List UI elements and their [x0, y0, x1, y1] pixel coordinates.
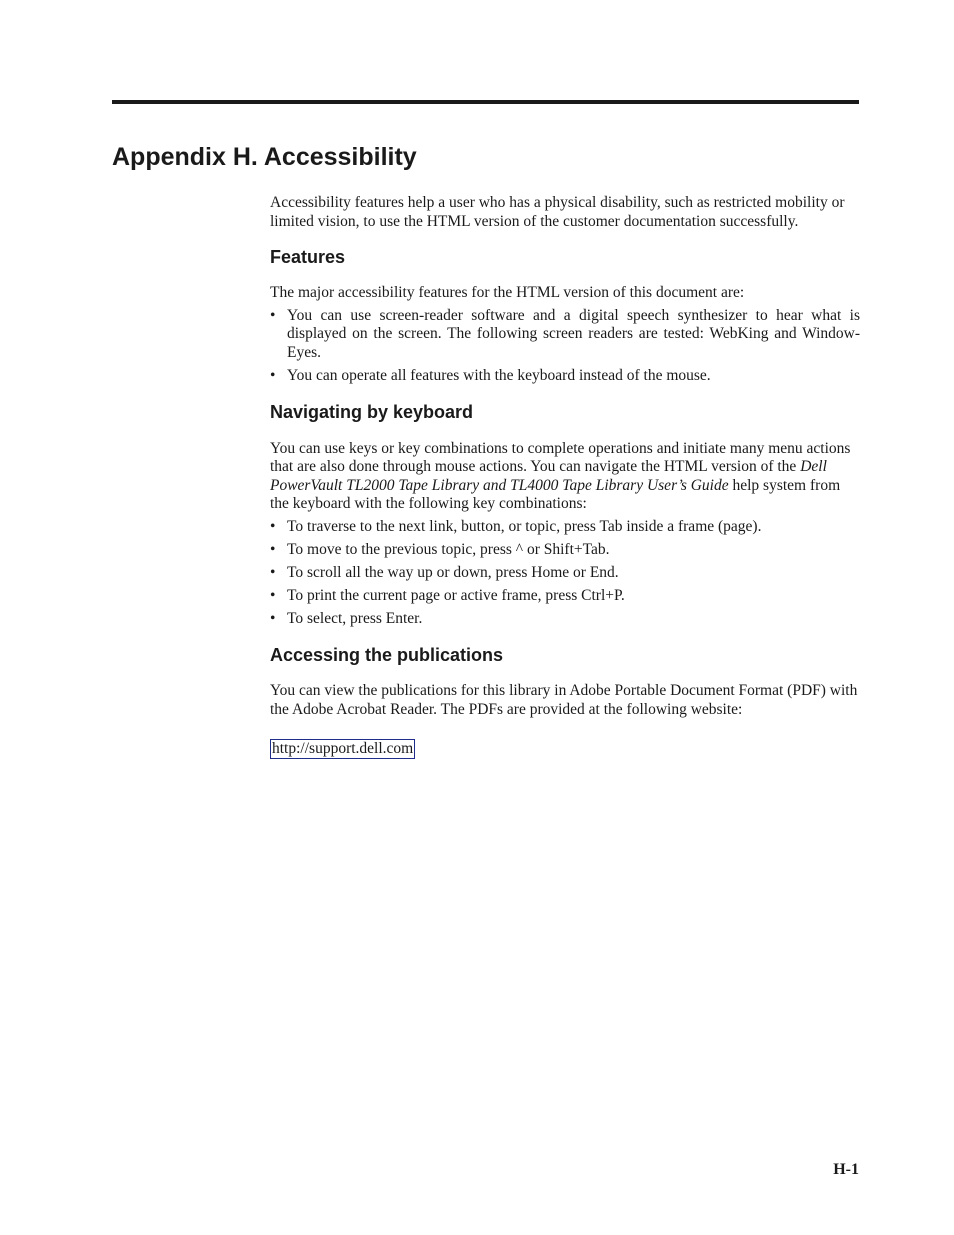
list-item-text: You can operate all features with the keyboard instead of the mouse. — [287, 367, 711, 385]
navigating-lead-text-end: help system from the keyboard with the following key combinations: — [270, 476, 841, 513]
list-item-text: To select, press Enter. — [287, 610, 423, 628]
list-item — [270, 564, 860, 583]
list-item — [270, 541, 860, 560]
navigating-lead — [270, 440, 860, 514]
list-item — [270, 367, 860, 386]
navigating-lead-text: You can use keys or key combinations to complete operations and initiate many menu actions that are also done through mouse actions. You can navigate the HTML version of the — [270, 439, 851, 476]
list-item-text: To move to the previous topic, press ^ or Shift+Tab. — [287, 541, 610, 559]
key-combinations-list — [270, 518, 860, 629]
bullet-icon: • — [270, 587, 276, 605]
list-item — [270, 518, 860, 537]
bullet-icon: • — [270, 541, 276, 559]
features-lead: The major accessibility features for the HTML version of this document are: — [270, 284, 745, 302]
page-number: H-1 — [833, 1161, 859, 1178]
guide-title: Dell PowerVault TL2000 Tape Library and TL4000 Tape Library User’s Guide — [270, 458, 827, 494]
list-item — [270, 587, 860, 606]
bullet-icon: • — [270, 306, 276, 324]
bullet-icon: • — [270, 367, 276, 385]
top-rule — [112, 100, 859, 104]
list-item-text: You can use screen-reader software and a digital speech synthesizer to hear what is displayed on the screen. The following screen readers are tested: WebKing and Window-Eyes. — [287, 306, 860, 361]
page-title: Appendix H. Accessibility — [112, 143, 417, 171]
features-heading: Features — [270, 247, 346, 268]
publications-lead: You can view the publications for this library in Adobe Portable Document Format (PDF) with the Adobe Acrobat Reader. The PDFs are provided at the following website: — [270, 682, 858, 718]
bullet-icon: • — [270, 564, 276, 582]
bullet-icon: • — [270, 610, 276, 628]
list-item — [270, 307, 860, 363]
body-column — [270, 194, 860, 759]
url-paragraph — [270, 739, 860, 759]
list-item-text: To print the current page or active frame, press Ctrl+P. — [287, 587, 625, 605]
list-item — [270, 610, 860, 629]
features-list — [270, 307, 860, 386]
intro-paragraph: Accessibility features help a user who has a physical disability, such as restricted mobility or limited vision, to use the HTML version of the customer documentation successfully. — [270, 194, 845, 230]
navigating-heading: Navigating by keyboard — [270, 401, 474, 422]
list-item-text: To traverse to the next link, button, or topic, press Tab inside a frame (page). — [287, 518, 762, 536]
support-link[interactable]: http://support.dell.com — [272, 740, 414, 758]
publications-heading: Accessing the publications — [270, 645, 504, 665]
list-item-text: To scroll all the way up or down, press Home or End. — [287, 564, 619, 582]
bullet-icon: • — [270, 518, 276, 536]
